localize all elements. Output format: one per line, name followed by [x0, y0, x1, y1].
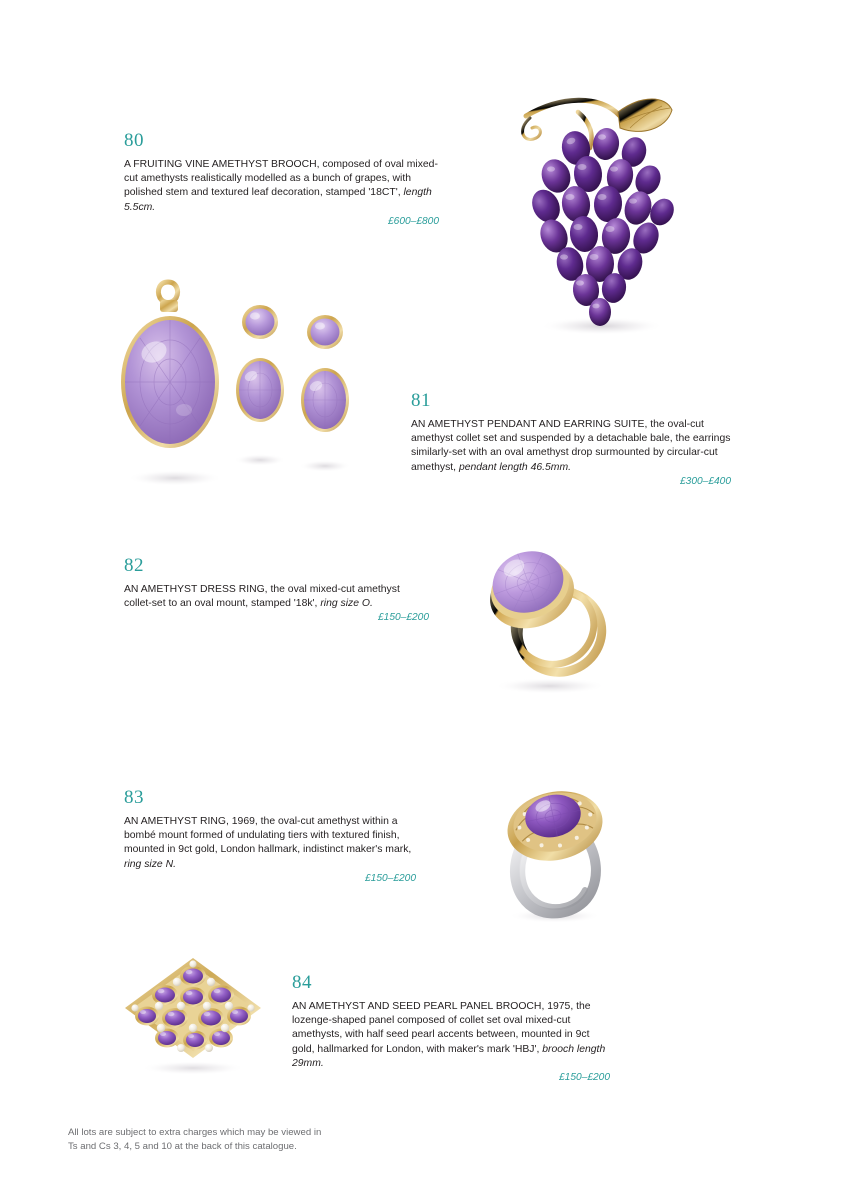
lot-description	[124, 583, 429, 611]
lot-entry-81	[411, 390, 731, 487]
lot-image-82	[470, 540, 640, 700]
lot-entry-84	[292, 972, 610, 1083]
dress-ring-illustration	[470, 540, 640, 700]
lot-measurement: brooch length 29mm.	[292, 1043, 606, 1069]
lot-number: 81	[411, 390, 431, 411]
lot-number: 80	[124, 130, 144, 151]
lot-title: AN AMETHYST PENDANT AND EARRING SUITE,	[411, 419, 648, 430]
lot-title: AN AMETHYST DRESS RING,	[124, 584, 268, 595]
lot-estimate: £150–£200	[559, 1072, 610, 1084]
lot-measurement: length 5.5cm.	[124, 187, 432, 213]
lot-number: 82	[124, 555, 144, 576]
page-footer	[68, 1126, 488, 1154]
lot-image-81	[120, 270, 380, 500]
lot-body: the oval mixed-cut amethyst collet-set to an oval mount, stamped '18k',	[124, 584, 400, 610]
lot-description	[411, 418, 731, 475]
lot-body: the lozenge-shaped panel composed of collet set oval mixed-cut amethysts, with half seed pearl accents between, mounted in 9ct gold, hallmarked for London, with maker's mark 'HBJ',	[292, 1001, 591, 1055]
footer-line-2: Ts and Cs 3, 4, 5 and 10 at the back of this catalogue.	[68, 1141, 297, 1152]
amethyst-ring-1969-illustration	[475, 770, 635, 930]
lot-entry-80	[124, 130, 439, 227]
pendant-earring-suite-illustration	[120, 270, 380, 500]
lot-body: the oval-cut amethyst collet set and suspended by a detachable bale, the earrings similarly-set with an oval amethyst drop surmounted by circular-cut amethyst,	[411, 419, 731, 473]
lot-measurement: ring size N.	[124, 858, 176, 870]
lot-estimate: £150–£200	[365, 872, 416, 884]
panel-brooch-illustration	[115, 950, 275, 1080]
lot-measurement: ring size O.	[320, 598, 373, 610]
lot-image-84	[115, 950, 275, 1080]
lot-body: composed of oval mixed-cut amethysts realistically modelled as a bunch of grapes, with polished stem and textured leaf decoration, stamped '18CT',	[124, 159, 438, 199]
lot-body: the oval-cut amethyst within a bombé mount formed of undulating tiers with textured finish, mounted in 9ct gold, London hallmark, indistinct maker's mark,	[124, 816, 412, 856]
lot-entry-83	[124, 787, 416, 884]
lot-title: A FRUITING VINE AMETHYST BROOCH,	[124, 159, 320, 170]
lot-estimate: £150–£200	[378, 612, 429, 624]
lot-measurement: pendant length 46.5mm.	[458, 461, 572, 473]
lot-estimate: £600–£800	[388, 215, 439, 227]
lot-title: AN AMETHYST AND SEED PEARL PANEL BROOCH, 1975,	[292, 1001, 574, 1012]
lot-image-80	[490, 88, 710, 338]
lot-number: 84	[292, 972, 312, 993]
lot-description	[124, 815, 416, 872]
lot-description	[124, 158, 439, 215]
lot-estimate: £300–£400	[680, 475, 731, 487]
lot-description	[292, 1000, 610, 1071]
footer-line-1: All lots are subject to extra charges which may be viewed in	[68, 1127, 322, 1138]
grape-brooch-illustration	[490, 88, 710, 338]
lot-number: 83	[124, 787, 144, 808]
lot-entry-82	[124, 555, 429, 623]
lot-image-83	[475, 770, 635, 930]
lot-title: AN AMETHYST RING, 1969,	[124, 816, 258, 827]
